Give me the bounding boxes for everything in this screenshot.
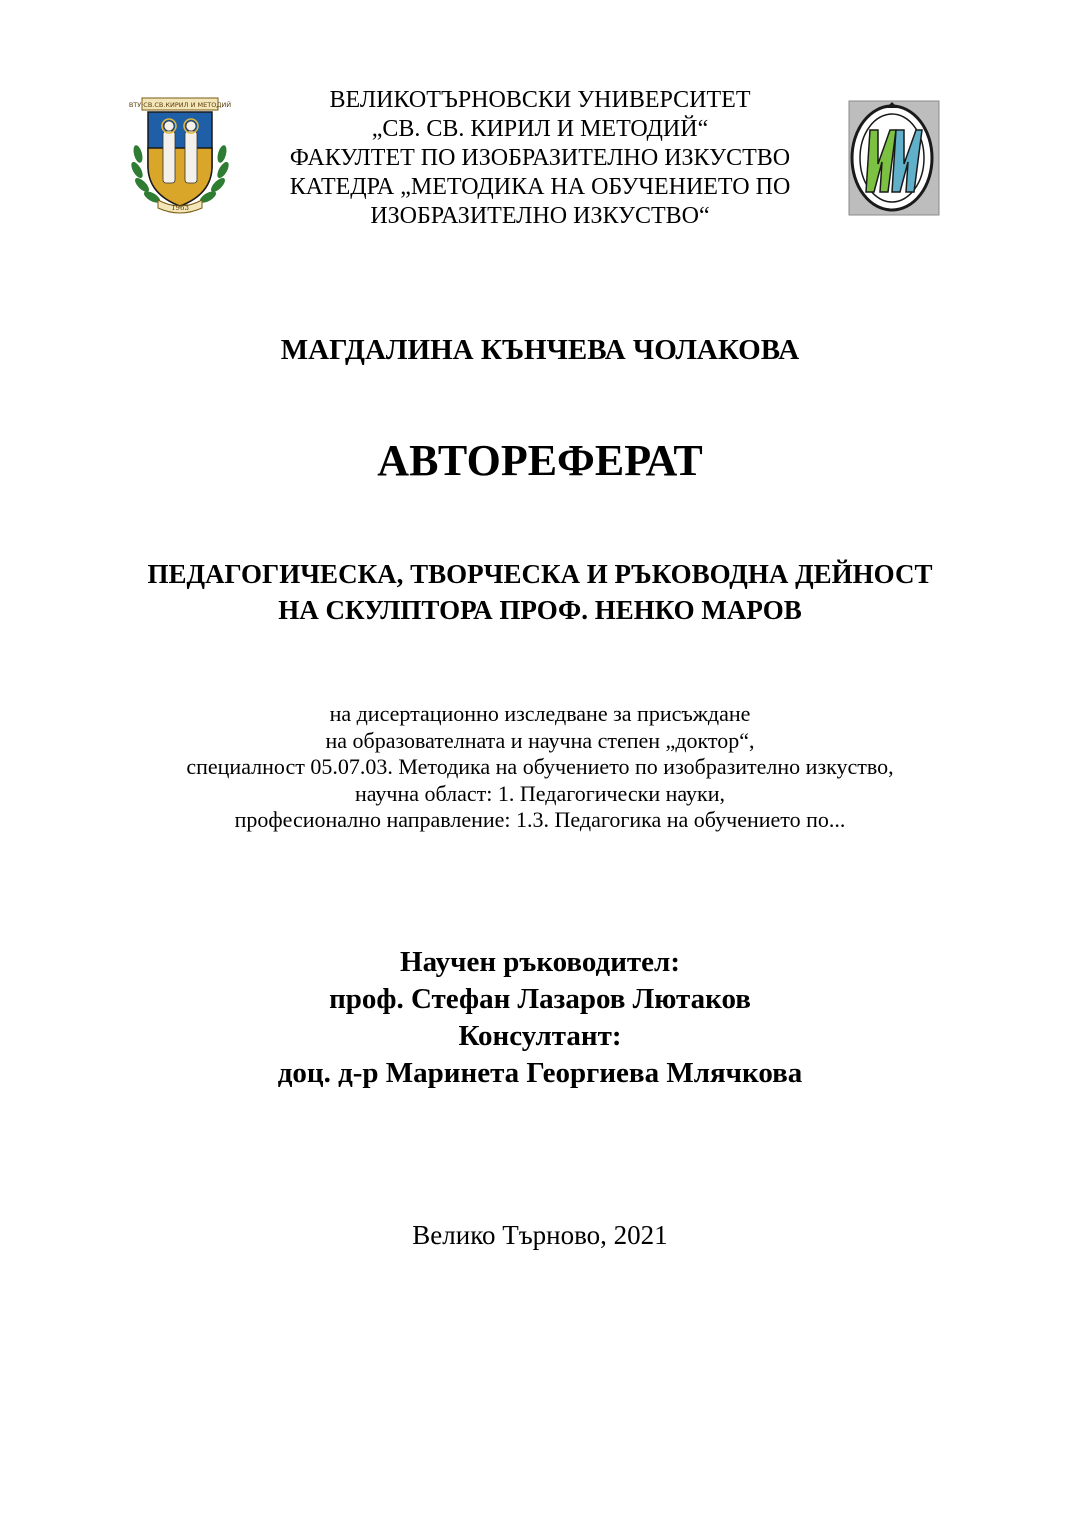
department-line-2: ИЗОБРАЗИТЕЛНО ИЗКУСТВО“ <box>370 203 710 229</box>
faculty-line: ФАКУЛТЕТ ПО ИЗОБРАЗИТЕЛНО ИЗКУСТВО <box>289 145 791 171</box>
thesis-title-line-2: НА СКУЛПТОРА ПРОФ. НЕНКО МАРОВ <box>278 595 802 625</box>
author-name: МАГДАЛИНА КЪНЧЕВА ЧОЛАКОВА <box>280 334 800 366</box>
supervisor-name: проф. Стефан Лазаров Лютаков <box>329 983 751 1015</box>
crest-ribbon-text: ВТУ·СВ.СВ.КИРИЛ И МЕТОДИЙ <box>128 101 232 109</box>
consultant-name: доц. д-р Маринета Георгиева Млячкова <box>277 1057 803 1089</box>
description-line-4: научна област: 1. Педагогически науки, <box>355 780 725 806</box>
supervisors-block <box>0 944 1080 1092</box>
university-crest-logo <box>128 96 232 218</box>
faculty-emblem-image <box>848 100 940 216</box>
supervisor-label: Научен ръководител: <box>400 946 680 978</box>
description-line-3: специалност 05.07.03. Методика на обучението по изобразително изкуство, <box>186 754 894 779</box>
thesis-title <box>0 556 1080 628</box>
university-name-line: „СВ. СВ. КИРИЛ И МЕТОДИЙ“ <box>371 116 709 142</box>
document-type-title: АВТОРЕФЕРАТ <box>377 436 703 485</box>
description-line-2: на образователната и научна степен „доктор“, <box>325 727 755 753</box>
university-line: ВЕЛИКОТЪРНОВСКИ УНИВЕРСИТЕТ <box>329 87 751 113</box>
thesis-title-line-1: ПЕДАГОГИЧЕСКА, ТВОРЧЕСКА И РЪКОВОДНА ДЕЙНОСТ <box>147 559 933 589</box>
institution-header <box>230 86 850 231</box>
description-line-5: професионално направление: 1.3. Педагогика на обучението по... <box>234 807 846 832</box>
university-crest-image <box>128 96 232 218</box>
place-and-year: Велико Търново, 2021 <box>412 1220 668 1250</box>
description-line-1: на дисертационно изследване за присъждане <box>329 701 751 726</box>
dissertation-description <box>0 701 1080 834</box>
crest-year: 1963 <box>171 204 189 212</box>
consultant-label: Консултант: <box>458 1020 622 1052</box>
faculty-emblem-logo <box>848 100 940 216</box>
department-line-1: КАТЕДРА „МЕТОДИКА НА ОБУЧЕНИЕТО ПО <box>289 174 791 200</box>
